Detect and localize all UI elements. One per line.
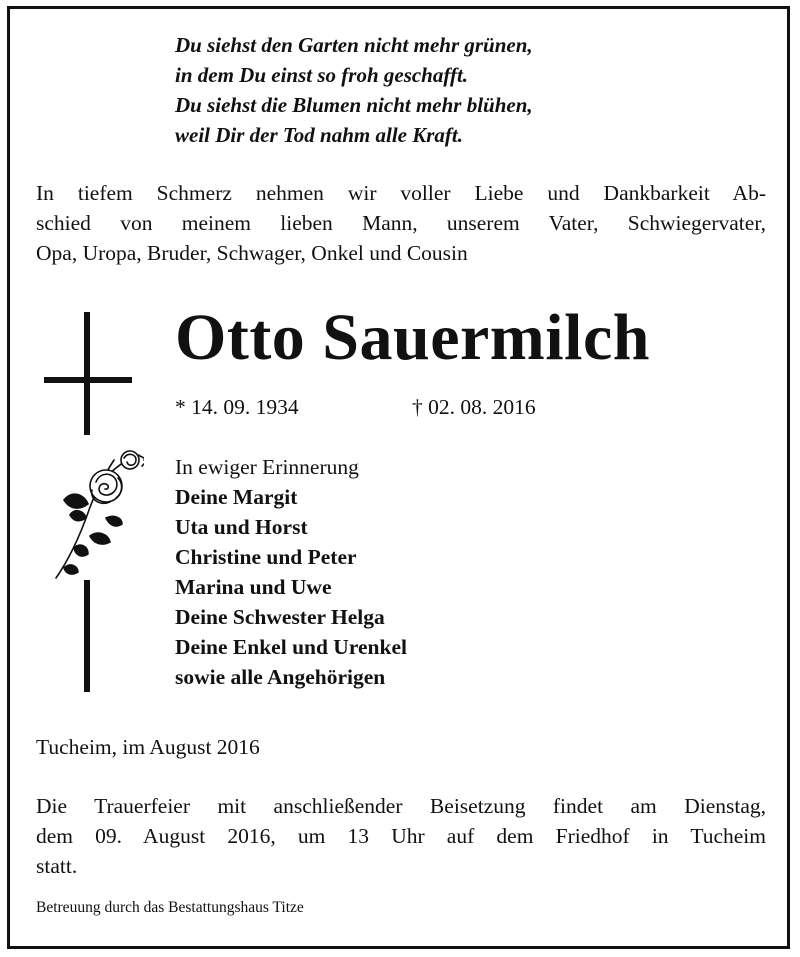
funeral-home-credit: Betreuung durch das Bestattungshaus Titze xyxy=(36,899,304,916)
poem-line: Du siehst den Garten nicht mehr grünen, xyxy=(175,33,533,57)
mourner-name: Uta und Horst xyxy=(175,515,308,539)
mourner-name: Marina und Uwe xyxy=(175,575,332,599)
mourner-name: Deine Enkel und Urenkel xyxy=(175,635,407,659)
death-date: † 02. 08. 2016 xyxy=(412,395,536,419)
intro-text xyxy=(36,178,766,268)
birth-date: * 14. 09. 1934 xyxy=(175,395,299,419)
poem-line: weil Dir der Tod nahm alle Kraft. xyxy=(175,123,464,147)
ceremony-line: dem 09. August 2016, um 13 Uhr auf dem Friedhof in Tucheim xyxy=(36,824,766,848)
mourner-name: Deine Margit xyxy=(175,485,298,509)
cross-icon xyxy=(44,310,144,700)
ceremony-line: Die Trauerfeier mit anschließender Beisetzung findet am Dienstag, xyxy=(36,794,766,818)
poem xyxy=(175,30,533,150)
intro-line: Opa, Uropa, Bruder, Schwager, Onkel und Cousin xyxy=(36,241,468,265)
mourners-list xyxy=(175,452,407,692)
intro-line: In tiefem Schmerz nehmen wir voller Liebe und Dankbarkeit Ab- xyxy=(36,181,766,205)
mourner-name: Deine Schwester Helga xyxy=(175,605,385,629)
poem-line: Du siehst die Blumen nicht mehr blühen, xyxy=(175,93,533,117)
mourner-name: sowie alle Angehörigen xyxy=(175,665,386,689)
memory-line: In ewiger Erinnerung xyxy=(175,455,359,479)
intro-line: schied von meinem lieben Mann, unserem Vater, Schwiegervater, xyxy=(36,211,766,235)
ceremony-line: statt. xyxy=(36,854,78,878)
deceased-name: Otto Sauermilch xyxy=(175,301,650,374)
poem-line: in dem Du einst so froh geschafft. xyxy=(175,63,469,87)
mourner-name: Christine und Peter xyxy=(175,545,357,569)
ceremony-text xyxy=(36,791,766,881)
place-date: Tucheim, im August 2016 xyxy=(36,735,260,759)
cross-horizontal-bar xyxy=(44,377,132,383)
